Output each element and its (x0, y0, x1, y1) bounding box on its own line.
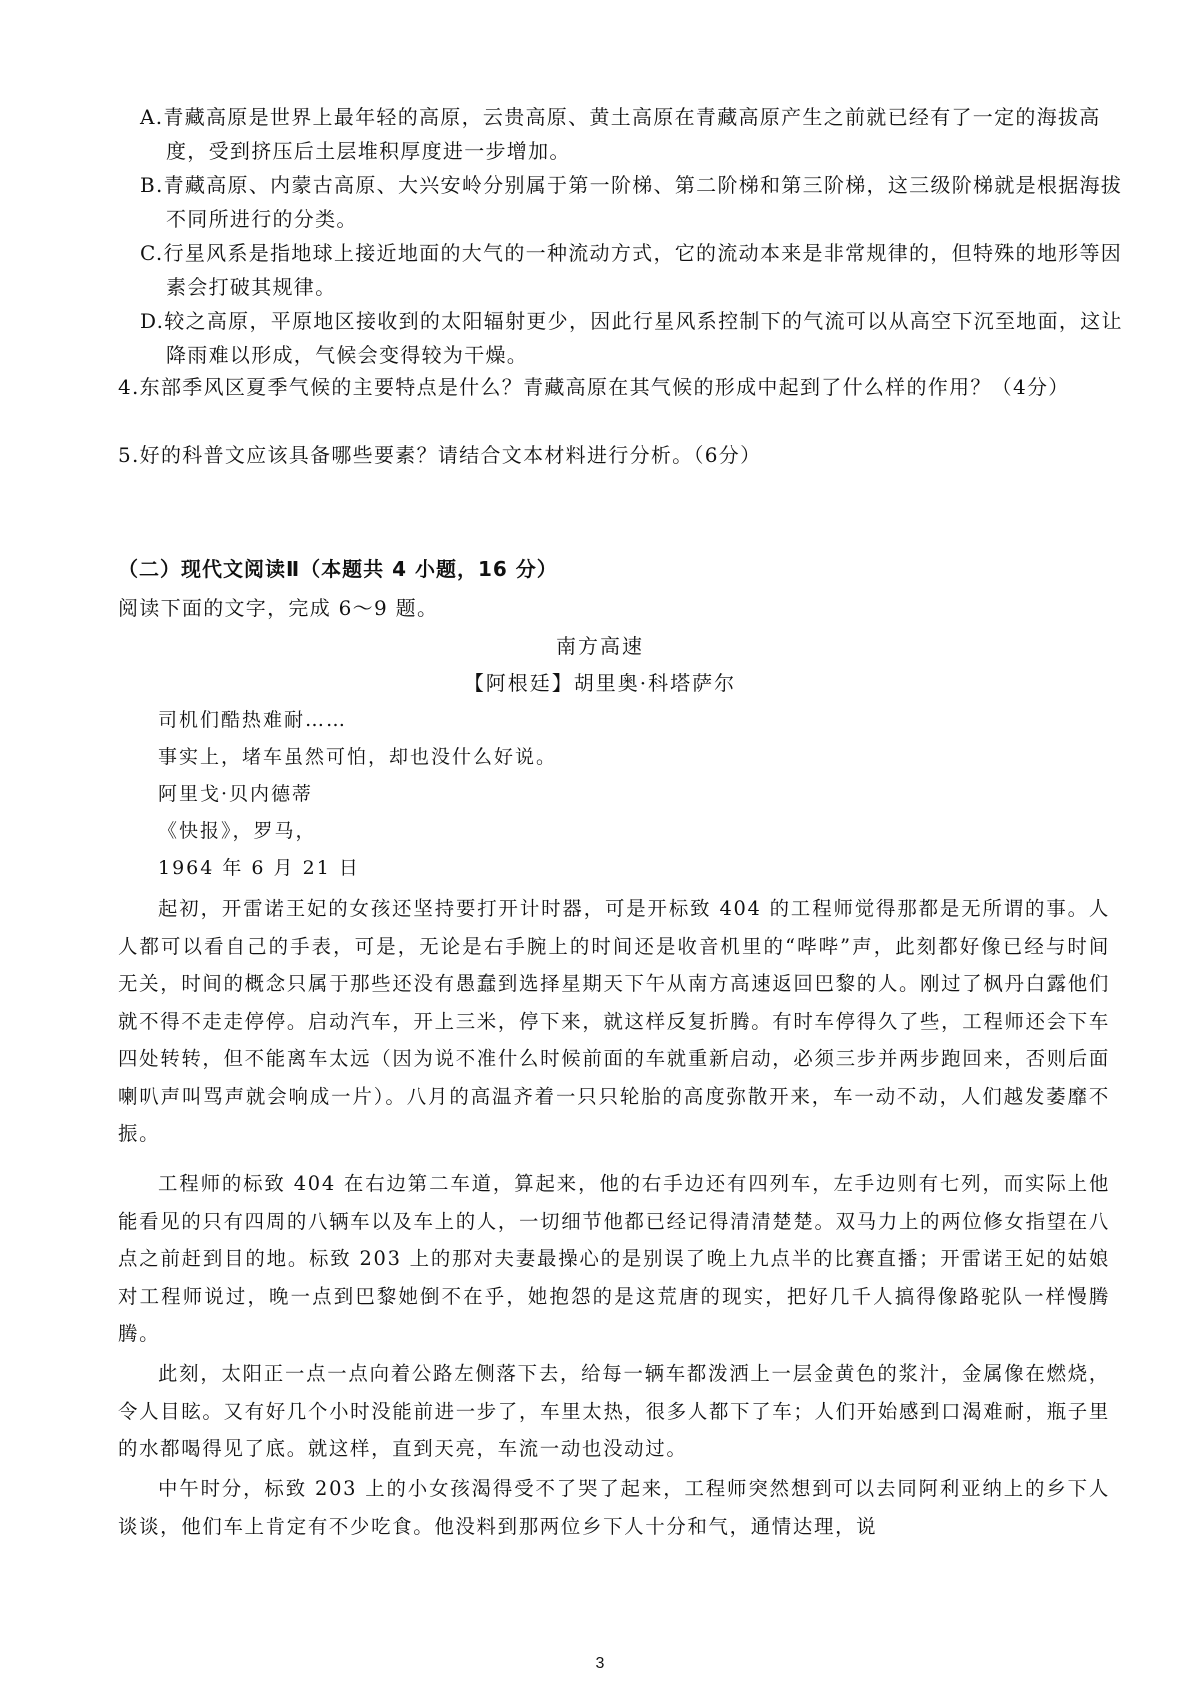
option-label: D. (140, 309, 165, 333)
body-paragraph: 此刻，太阳正一点一点向着公路左侧落下去，给每一辆车都泼洒上一层金黄色的浆汁，金属像在燃烧，令人目眩。又有好几个小时没能前进一步了，车里太热，很多人都下了车；人们开始感到口渴难耐，瓶子里的水都喝得见了底。就这样，直到天亮，车流一动也没动过。 (118, 1362, 1110, 1460)
option-c (140, 236, 1128, 304)
epigraph-line: 阿里戈·贝内德蒂 (158, 783, 314, 805)
option-a (140, 100, 1128, 168)
epigraph-line: 事实上，堵车虽然可怕，却也没什么好说。 (158, 746, 558, 768)
epigraph-line: 司机们酷热难耐…… (158, 709, 348, 731)
reading-instruction: 阅读下面的文字，完成 6～9 题。 (118, 596, 439, 620)
body-paragraph: 工程师的标致 404 在右边第二车道，算起来，他的右手边还有四列车，左手边则有七列，而实际上他能看见的只有四周的八辆车以及车上的人，一切细节他都已经记得清清楚楚。双马力上的两位修女指望在八点之前赶到目的地。标致 203 上的那对夫妻最操心的是别误了晚上九点半的比赛直播；开雷诺王妃的姑娘对工程师说过，晚一点到巴黎她倒不在乎，她抱怨的是这荒唐的现实，把好几千人搞得像路驼队一样慢腾腾。 (118, 1172, 1110, 1345)
question-5: 5.好的科普文应该具备哪些要素？请结合文本材料进行分析。（6分） (118, 443, 762, 467)
option-text: 较之高原，平原地区接收到的太阳辐射更少，因此行星风系控制下的气流可以从高空下沉至地面，这让降雨难以形成，气候会变得较为干燥。 (164, 309, 1123, 367)
story-author: 【阿根廷】胡里奥·科塔萨尔 (463, 671, 737, 695)
epigraph-line: 1964 年 6 月 21 日 (158, 857, 360, 879)
option-text: 青藏高原是世界上最年轻的高原，云贵高原、黄土高原在青藏高原产生之前就已经有了一定的海拔高度，受到挤压后土层堆积厚度进一步增加。 (163, 105, 1101, 163)
story-title: 南方高速 (556, 634, 644, 658)
option-label: C. (140, 241, 164, 265)
section-heading: （二）现代文阅读Ⅱ（本题共 4 小题，16 分） (118, 557, 558, 581)
option-label: B. (140, 173, 164, 197)
option-d (140, 304, 1128, 372)
option-text: 青藏高原、内蒙古高原、大兴安岭分别属于第一阶梯、第二阶梯和第三阶梯，这三级阶梯就是根据海拔不同所进行的分类。 (163, 173, 1123, 231)
body-paragraph: 起初，开雷诺王妃的女孩还坚持要打开计时器，可是开标致 404 的工程师觉得那都是无所谓的事。人人都可以看自己的手表，可是，无论是右手腕上的时间还是收音机里的“哔哔”声，此刻都好像已经与时间无关，时间的概念只属于那些还没有愚蠢到选择星期天下午从南方高速返回巴黎的人。刚过了枫丹白露他们就不得不走走停停。启动汽车，开上三米，停下来，就这样反复折腾。有时车停得久了些，工程师还会下车四处转转，但不能离车太远（因为说不准什么时候前面的车就重新启动，必须三步并两步跑回来，否则后面喇叭声叫骂声就会响成一片）。八月的高温齐着一只只轮胎的高度弥散开来，车一动不动，人们越发萎靡不振。 (118, 897, 1110, 1145)
epigraph-line: 《快报》，罗马， (158, 820, 317, 842)
body-paragraph: 中午时分，标致 203 上的小女孩渴得受不了哭了起来，工程师突然想到可以去同阿利亚纳上的乡下人谈谈，他们车上肯定有不少吃食。他没料到那两位乡下人十分和气，通情达理，说 (118, 1477, 1110, 1538)
option-text: 行星风系是指地球上接近地面的大气的一种流动方式，它的流动本来是非常规律的，但特殊的地形等因素会打破其规律。 (163, 241, 1123, 299)
option-label: A. (140, 105, 164, 129)
page-number: 3 (595, 1655, 605, 1672)
question-4: 4.东部季风区夏季气候的主要特点是什么？青藏高原在其气候的形成中起到了什么样的作用？（4分） (118, 375, 1070, 399)
option-b (140, 168, 1128, 236)
